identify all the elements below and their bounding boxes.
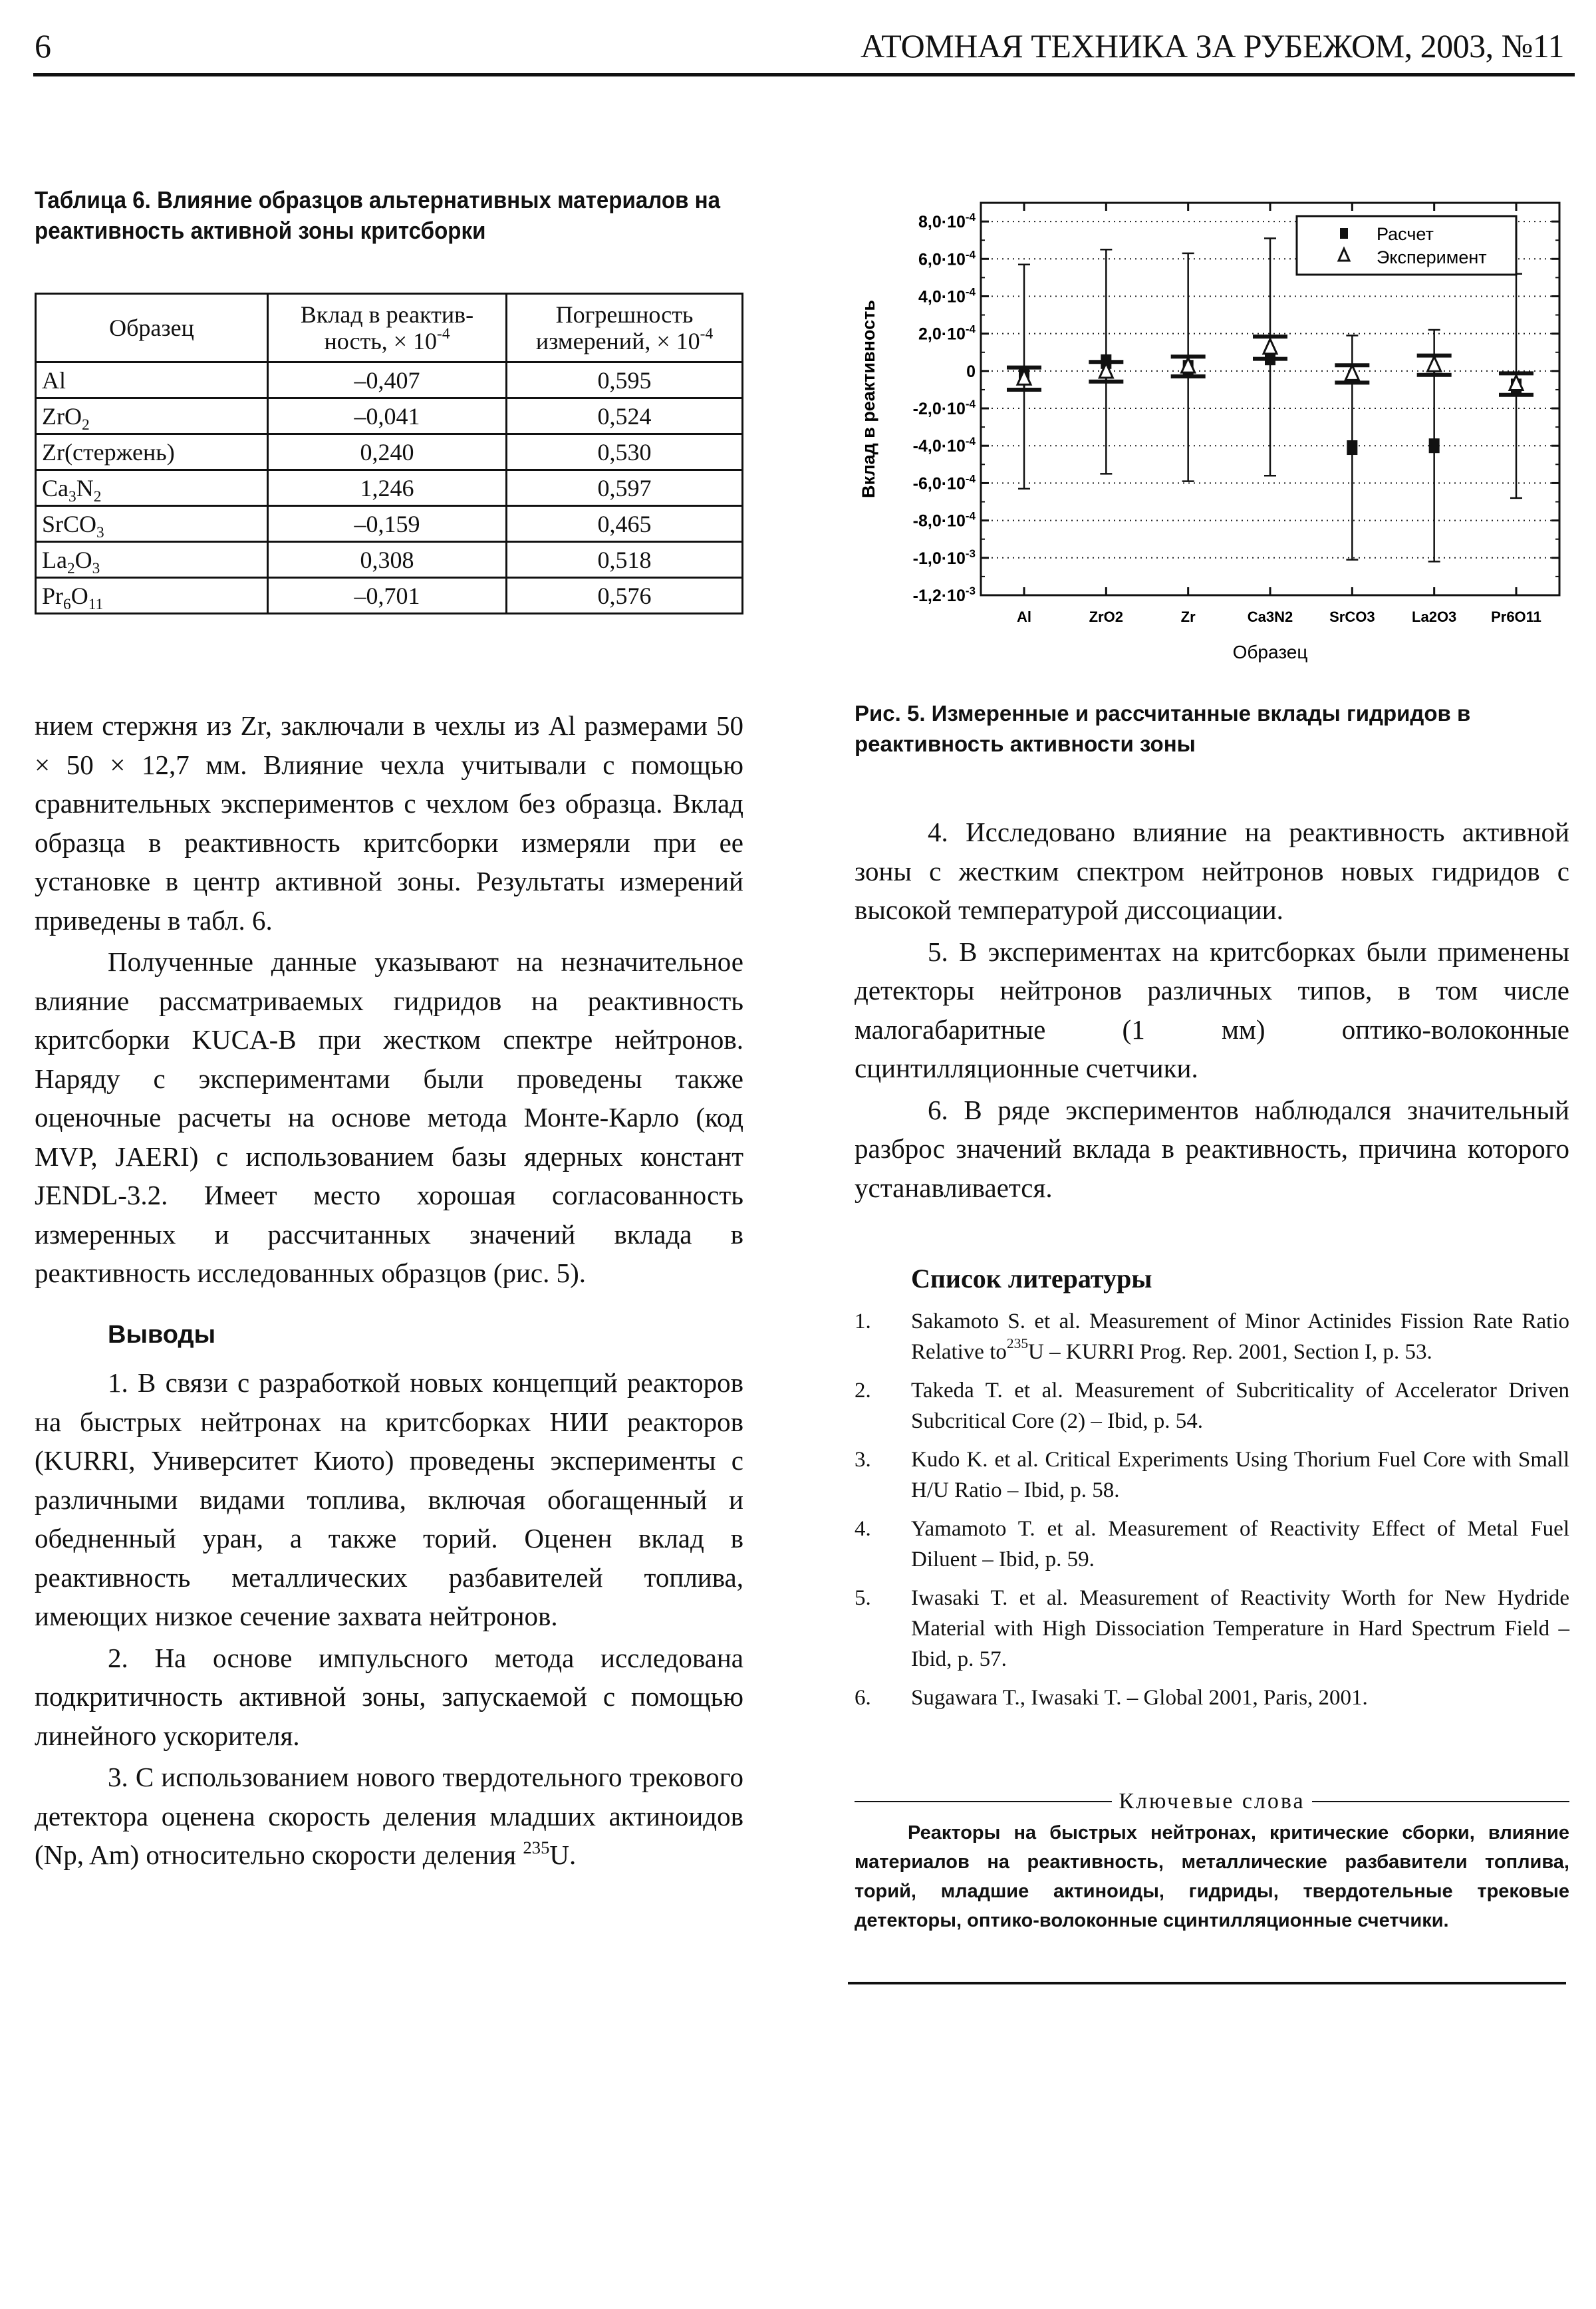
keywords-block (855, 1789, 1569, 1935)
conclusion-3: 3. С использованием нового твердотельного трекового детектора оценена скорость деления младших актиноидов (Np, Am) относительно скорости деления $^{235}$U. (35, 1762, 743, 1870)
contribution-value: –0,159 (268, 506, 507, 542)
references-title: Список литературы (911, 1264, 1152, 1293)
x-tick-label: Zr (1180, 609, 1196, 625)
paragraph: Полученные данные указывают на незначительное влияние рассматриваемых гидридов на реактивность критсборки KUCA-B при жестком спектре нейтронов. Наряду с экспериментами были проведены также оценочные расчеты на основе метода Монте-Карло (код MVP, JAERI) с использованием базы ядерных констант JENDL-3.2. Имеет место хорошая согласованность измеренных и рассчитанных значений вклада в реактивность исследованных образцов (рис. 5). (35, 946, 743, 1288)
figure-caption: Рис. 5. Измеренные и рассчитанные вклады гидридов в реактивность активности зоны (855, 701, 1471, 756)
conclusion-6: 6. В ряде экспериментов наблюдался значительный разброс значений вклада в реактивность, причина которого устанавливается. (855, 1094, 1569, 1203)
right-body (855, 813, 1569, 1207)
header-error-exp: -4 (700, 325, 714, 342)
reference-item: 5. Iwasaki T. et al. Measurement of Reactivity Worth for New Hydride Material with High Dissociation Temperature in Hard Spectrum Field – Ibid, p. 57. (855, 1586, 1569, 1671)
x-tick-label: SrCO3 (1329, 609, 1375, 625)
table-row (36, 578, 743, 614)
keywords-bottom-rule (848, 1982, 1566, 1984)
header-rule (33, 73, 1575, 76)
sample-name: Al (36, 362, 268, 398)
table-row (36, 362, 743, 398)
calc-marker (1429, 438, 1440, 453)
legend-calc-marker (1340, 228, 1348, 239)
contribution-value: 0,308 (268, 542, 507, 578)
error-value: 0,530 (507, 434, 743, 470)
table-row (36, 470, 743, 506)
header-contribution-line1: Вклад в реактив- (300, 301, 474, 328)
exp-marker (1264, 339, 1277, 354)
y-tick-label: 0 (966, 362, 976, 381)
references (855, 1264, 1569, 1721)
sample-name: $La_2O_3$ (36, 542, 268, 578)
contribution-value: –0,407 (268, 362, 507, 398)
y-tick-label: $6,0\cdot 10^{-4}$ (918, 248, 976, 269)
reactivity-chart (845, 186, 1576, 678)
reference-item: 2. Takeda T. et al. Measurement of Subcriticality of Accelerator Driven Subcritical Core (2) – Ibid, p. 54. (855, 1379, 1569, 1433)
y-tick-label: $2,0\cdot 10^{-4}$ (918, 323, 976, 344)
header-error-line1: Погрешность (555, 301, 694, 328)
sample-name: Zr(стержень) (36, 434, 268, 470)
error-value: 0,597 (507, 470, 743, 506)
x-tick-label: La2O3 (1412, 609, 1457, 625)
error-value: 0,524 (507, 398, 743, 434)
y-tick-label: $4,0\cdot 10^{-4}$ (918, 285, 976, 307)
error-value: 0,465 (507, 506, 743, 542)
reference-item: 4. Yamamoto T. et al. Measurement of Reactivity Effect of Metal Fuel Diluent – Ibid, p. 59. (855, 1517, 1569, 1571)
table-row (36, 542, 743, 578)
table-row (36, 434, 743, 470)
y-tick-label: $-8,0\cdot 10^{-4}$ (912, 509, 976, 531)
sample-name: $Pr_6O_{11}$ (36, 578, 268, 614)
keywords-text: Реакторы на быстрых нейтронах, критические сборки, влияние материалов на реактивность, металлические разбавители топлива, торий, младшие актиноиды, гидриды, твердотельные трековые детекторы, оптико-волоконные сцинтилляционные счетчики. (855, 1822, 1569, 1931)
header-sample: Образец (36, 294, 268, 362)
conclusion-1: 1. В связи с разработкой новых концепций реакторов на быстрых нейтронах на критсборках НИИ реакторов (KURRI, Университет Киото) проведены эксперименты с различными видами топлива, включая обогащенный и обедненный уран, а также торий. Оценен вклад в реактивность металлических разбавителей топлива, имеющих низкое сечение захвата нейтронов. (35, 1367, 743, 1631)
exp-marker (1345, 365, 1359, 380)
y-tick-label: $-1,2\cdot 10^{-3}$ (912, 585, 976, 605)
header-error (507, 294, 743, 362)
chart-svg (845, 186, 1576, 678)
page-number: 6 (35, 27, 51, 65)
table-header-row (36, 294, 743, 362)
contribution-value: –0,041 (268, 398, 507, 434)
error-value: 0,595 (507, 362, 743, 398)
y-tick-label: $-4,0\cdot 10^{-4}$ (912, 435, 976, 456)
x-axis-label: Образец (1232, 642, 1308, 662)
table-caption: Таблица 6. Влияние образцов альтернативных материалов на реактивность активной зоны критсборки (35, 186, 721, 244)
table-row (36, 398, 743, 434)
y-axis-label: Вклад в реактивность (859, 300, 878, 498)
header-contribution-line2: ность, × 10 (324, 328, 438, 354)
header-contribution-exp: -4 (437, 325, 450, 342)
table-row (36, 506, 743, 542)
calc-marker (1347, 440, 1357, 455)
header-error-line2: измерений, × 10 (535, 328, 700, 354)
data-table (35, 293, 743, 614)
x-tick-label: Pr6O11 (1491, 609, 1541, 625)
y-tick-label: $-1,0\cdot 10^{-3}$ (912, 547, 976, 568)
y-tick-label: $-2,0\cdot 10^{-4}$ (912, 398, 976, 419)
conclusion-2: 2. На основе импульсного метода исследована подкритичность активной зоны, запускаемой с помощью линейного ускорителя. (35, 1642, 743, 1751)
error-value: 0,576 (507, 578, 743, 614)
y-tick-label: $8,0\cdot 10^{-4}$ (918, 211, 976, 232)
contribution-value: 1,246 (268, 470, 507, 506)
x-tick-label: ZrO2 (1089, 609, 1124, 625)
contribution-value: 0,240 (268, 434, 507, 470)
legend-calc-label: Расчет (1377, 224, 1434, 244)
x-tick-label: Ca3N2 (1247, 609, 1293, 625)
legend-exp-label: Эксперимент (1377, 247, 1487, 267)
reference-item: 3. Kudo K. et al. Critical Experiments Using Thorium Fuel Core with Small H/U Ratio – Ibid, p. 58. (855, 1448, 1569, 1502)
left-body (35, 706, 743, 1875)
journal-title: АТОМНАЯ ТЕХНИКА ЗА РУБЕЖОМ, 2003, №11 (861, 27, 1564, 65)
y-tick-label: $-6,0\cdot 10^{-4}$ (912, 472, 976, 493)
sample-name: $Ca_3N_2$ (36, 470, 268, 506)
conclusions-heading: Выводы (108, 1320, 216, 1349)
sample-name: ZrO$_2$ (36, 398, 268, 434)
contribution-value: –0,701 (268, 578, 507, 614)
header-contribution (268, 294, 507, 362)
keywords-title: Ключевые слова (855, 1789, 1569, 1814)
conclusion-4: 4. Исследовано влияние на реактивность активной зоны с жестким спектром нейтронов новых гидридов с высокой температурой диссоциации. (855, 817, 1569, 925)
exp-marker (1428, 356, 1441, 371)
error-value: 0,518 (507, 542, 743, 578)
reference-item: 6. Sugawara T., Iwasaki T. – Global 2001, Paris, 2001. (855, 1686, 1368, 1710)
sample-name: SrCO$_3$ (36, 506, 268, 542)
paragraph: нием стержня из Zr, заключали в чехлы из Al размерами 50 × 50 × 12,7 мм. Влияние чехла учитывали с помощью сравнительных экспериментов с чехлом без образца. Вклад образца в реактивность критсборки измеряли при ее установке в центр активной зоны. Результаты измерений приведены в табл. 6. (35, 710, 743, 936)
conclusion-5: 5. В экспериментах на критсборках были применены детекторы нейтронов различных типов, в том числе малогабаритные (1 мм) оптико-волоконные сцинтилляционные счетчики. (855, 936, 1569, 1083)
reference-item: 1. Sakamoto S. et al. Measurement of Minor Actinides Fission Rate Ratio Relative $to^{235}U$ – KURRI Prog. Rep. 2001, Section I, p. 53. (855, 1309, 1569, 1364)
x-tick-label: Al (1017, 609, 1031, 625)
